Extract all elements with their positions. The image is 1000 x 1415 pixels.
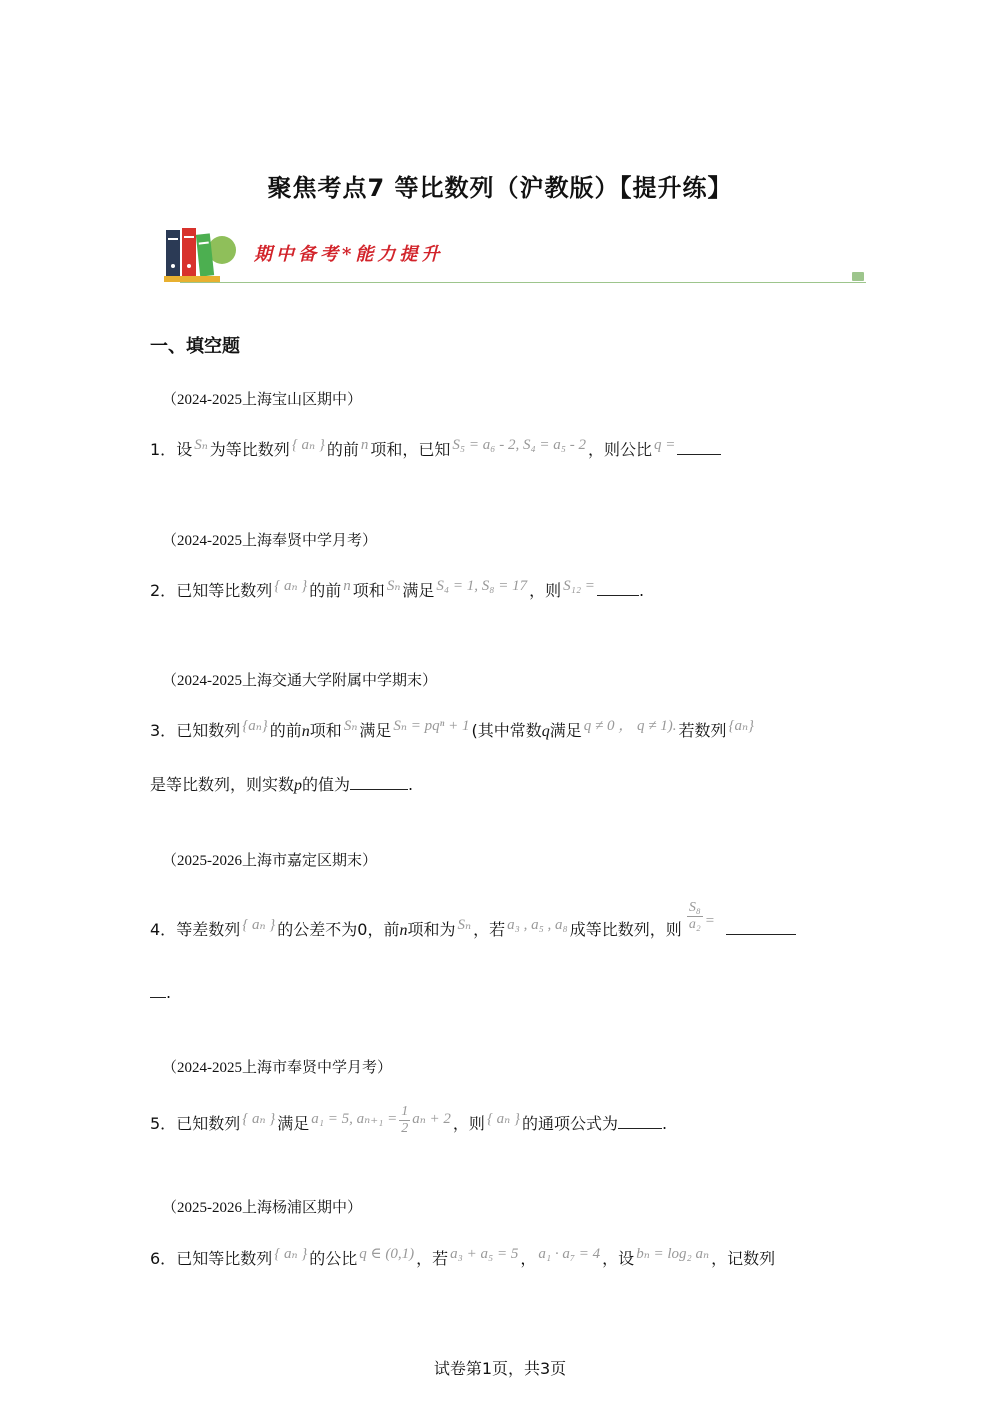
section-title: 一、填空题	[150, 336, 240, 357]
question-1: 1．设 Sₙ 为等比数列 { aₙ } 的前 n 项和，已知 S₅ = a₆ - 2, S₄ = a₅ - 2 ，则公比 q =	[150, 440, 721, 461]
answer-blank[interactable]	[726, 920, 796, 935]
question-number: 1．	[150, 440, 177, 459]
banner-rule-end	[852, 272, 864, 281]
question-3: 3．已知数列 {aₙ} 的前n项和 Sₙ 满足 Sₙ = pqⁿ + 1 (其中常数q满足 q ≠ 0 ， q ≠ 1). 若数列 {aₙ}	[150, 718, 755, 740]
question-4-source: （2025-2026上海市嘉定区期末）	[162, 853, 377, 869]
page-title: 聚焦考点7 等比数列（沪教版）【提升练】	[267, 174, 733, 202]
question-2-source: （2024-2025上海奉贤中学月考）	[162, 533, 377, 549]
answer-blank[interactable]	[350, 775, 408, 790]
question-1-source: （2024-2025上海宝山区期中）	[162, 392, 362, 408]
fraction: $\frac{\text{S₈}}{\text{a₂}}$	[688, 900, 701, 932]
question-5-source: （2024-2025上海市奉贤中学月考）	[162, 1060, 392, 1076]
banner-rule	[180, 282, 866, 283]
page-footer: 试卷第1页，共3页	[433, 1359, 567, 1378]
answer-blank[interactable]	[618, 1114, 662, 1129]
answer-blank-continued[interactable]	[150, 983, 166, 998]
fraction: $\frac{1}{2}$	[401, 1104, 409, 1136]
question-5: 5．已知数列 { aₙ } 满足 a₁ = 5, aₙ₊₁ = $\frac{1}{2}$ aₙ + 2 ，则 { aₙ } 的通项公式为 .	[150, 1104, 668, 1136]
answer-blank[interactable]	[677, 440, 721, 455]
banner-text: 期中备考*能力提升	[254, 244, 444, 265]
question-3-source: （2024-2025上海交通大学附属中学期末）	[162, 673, 437, 689]
section-banner	[164, 226, 866, 286]
question-4-line-2: .	[150, 983, 171, 1003]
question-4: 4．等差数列 { aₙ } 的公差不为0，前n项和为 Sₙ ，若 a₃ , a₅ , a₈ 成等比数列，则 $\frac{\text{S₈}}{\text{a₂}}$ =	[150, 914, 796, 947]
question-2: 2．已知等比数列 { aₙ } 的前 n 项和 Sₙ 满足 S₄ = 1, S₈ = 17 ，则 S₁₂ = .	[150, 578, 645, 600]
question-3-line-2: 是等比数列，则实数p的值为 .	[150, 775, 414, 794]
question-6-source: （2025-2026上海杨浦区期中）	[162, 1200, 362, 1216]
books-icon	[164, 226, 244, 284]
answer-blank[interactable]	[597, 581, 639, 596]
question-6: 6．已知等比数列 { aₙ } 的公比 q ∈ (0,1) ，若 a₃ + a₅ = 5 ， a₁ · a₇ = 4 ，设 bₙ = log₂ aₙ ，记数列	[150, 1246, 776, 1268]
